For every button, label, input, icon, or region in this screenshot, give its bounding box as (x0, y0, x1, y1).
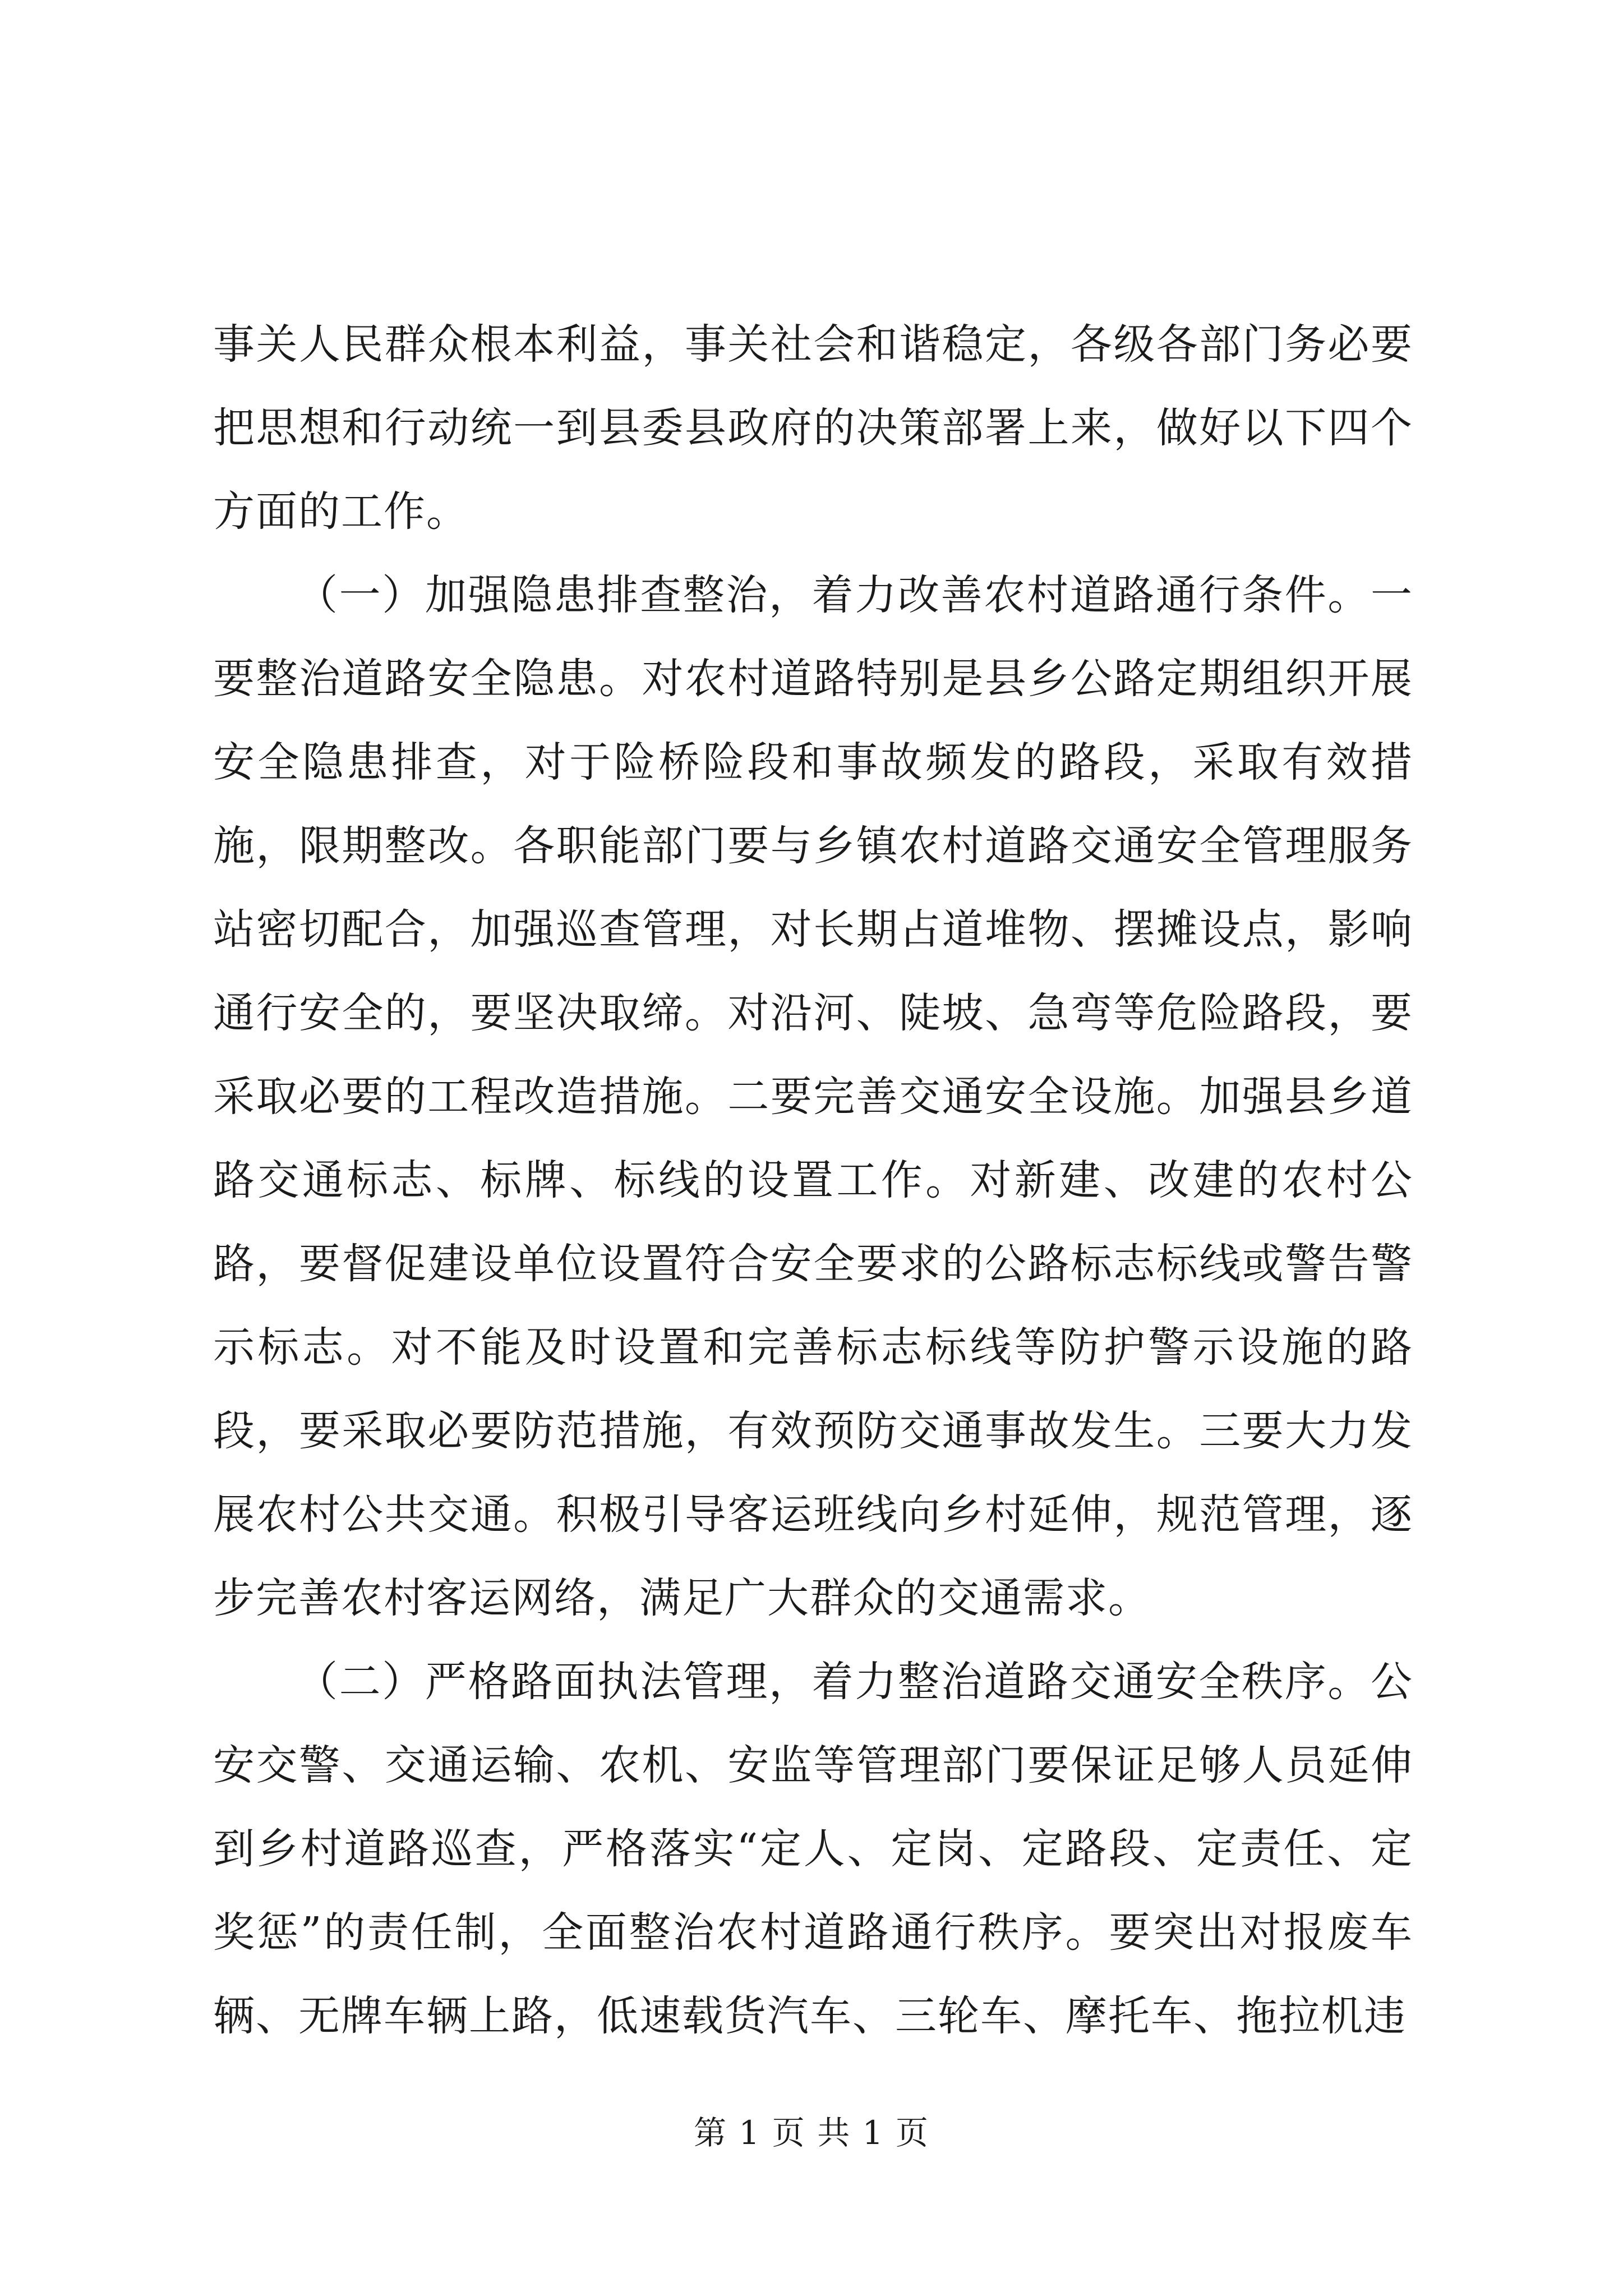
body-paragraph: （二）严格路面执法管理，着力整治道路交通安全秩序。公安交警、交通运输、农机、安监等管理部门要保证足够人员延伸到乡村道路巡查，严格落实“定人、定岗、定路段、定责任、定奖惩”的责任制，全面整治农村道路通行秩序。要突出对报废车辆、无牌车辆上路，低速载货汽车、三轮车、摩托车、拖拉机违 (213, 1658, 1413, 2040)
page-number-footer: 第 1 页 共 1 页 (694, 2114, 929, 2152)
body-paragraph: 事关人民群众根本利益，事关社会和谐稳定，各级各部门务必要把思想和行动统一到县委县政府的决策部署上来，做好以下四个方面的工作。 (213, 320, 1413, 536)
document-body (213, 303, 1413, 2058)
body-paragraph: （一）加强隐患排查整治，着力改善农村道路通行条件。一要整治道路安全隐患。对农村道路特别是县乡公路定期组织开展安全隐患排查，对于险桥险段和事故频发的路段，采取有效措施，限期整改。各职能部门要与乡镇农村道路交通安全管理服务站密切配合，加强巡查管理，对长期占道堆物、摆摊设点，影响通行安全的，要坚决取缔。对沿河、陡坡、急弯等危险路段，要采取必要的工程改造措施。二要完善交通安全设施。加强县乡道路交通标志、标牌、标线的设置工作。对新建、改建的农村公路，要督促建设单位设置符合安全要求的公路标志标线或警告警示标志。对不能及时设置和完善标志标线等防护警示设施的路段，要采取必要防范措施，有效预防交通事故发生。三要大力发展农村公共交通。积极引导客运班线向乡村延伸，规范管理，逐步完善农村客运网络，满足广大群众的交通需求。 (213, 571, 1413, 1622)
